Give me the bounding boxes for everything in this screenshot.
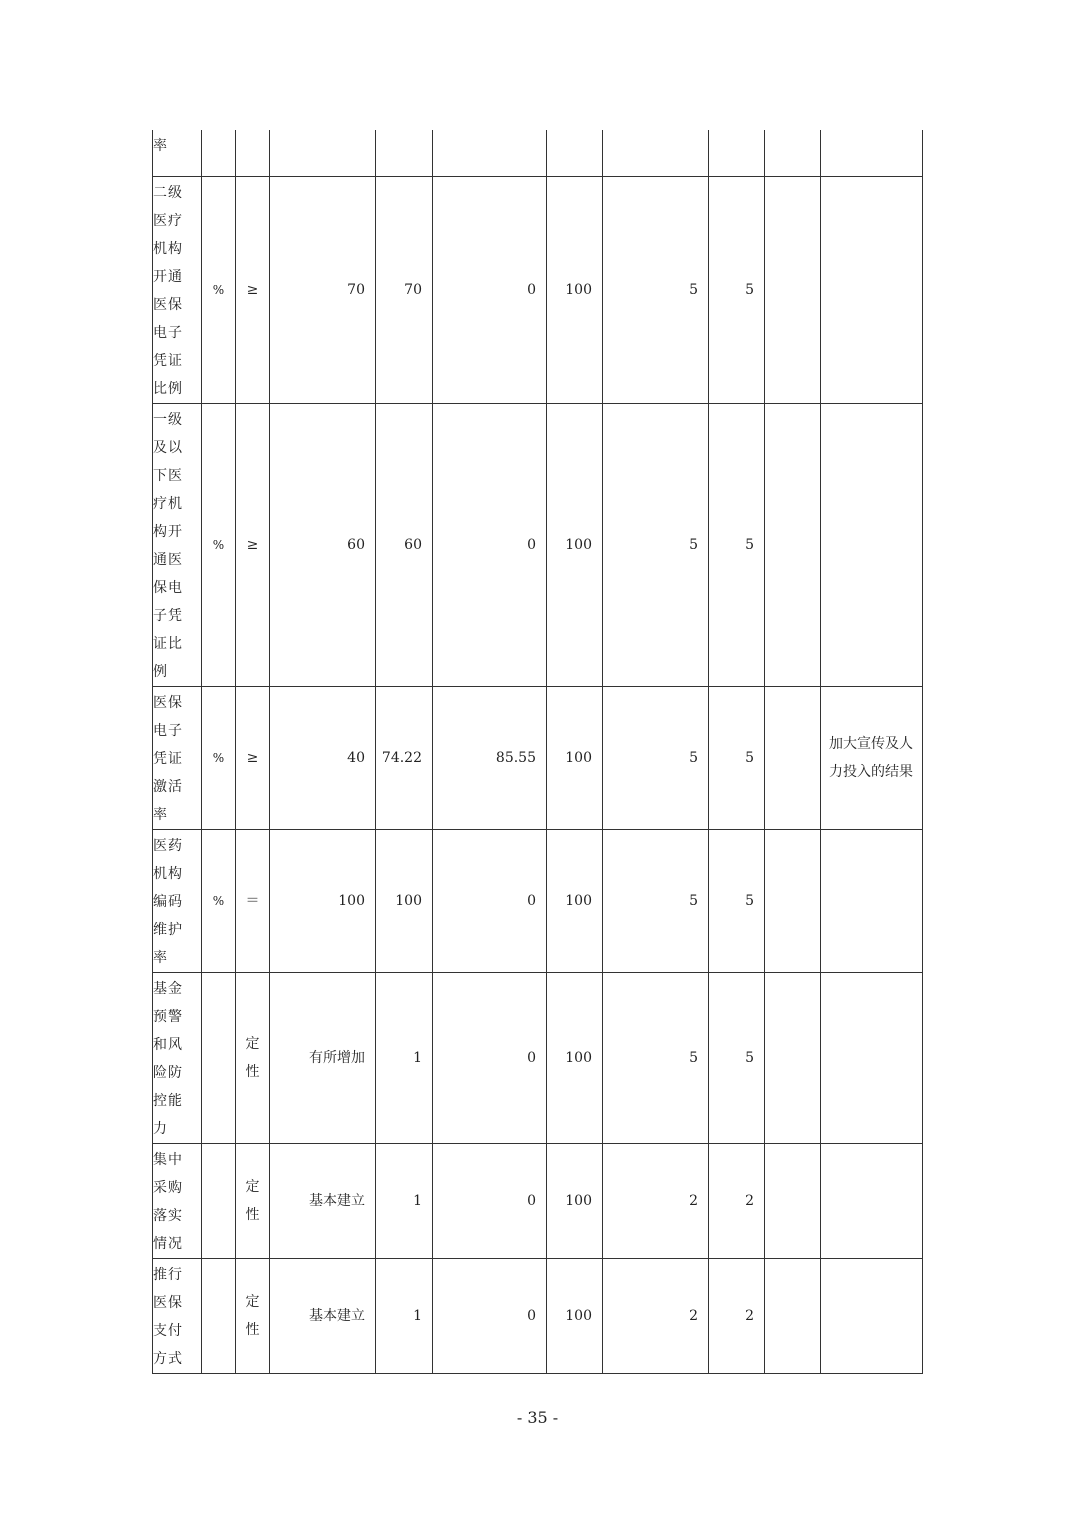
operator-cell: ≥ bbox=[236, 686, 270, 829]
indicator-name-line: 支付 bbox=[153, 1322, 183, 1339]
table-row bbox=[153, 1258, 923, 1373]
unit-cell: % bbox=[202, 403, 236, 686]
target-value-cell: 基本建立 bbox=[270, 1258, 376, 1373]
unit-cell bbox=[202, 130, 236, 176]
deduction-cell bbox=[765, 972, 821, 1143]
completion-rate-cell: 100 bbox=[547, 1143, 603, 1258]
indicator-name-line: 医保 bbox=[153, 694, 183, 711]
indicator-name-line: 机构 bbox=[153, 240, 183, 257]
previous-value-cell bbox=[433, 130, 547, 176]
deduction-cell bbox=[765, 176, 821, 403]
table-row bbox=[153, 1143, 923, 1258]
deduction-cell bbox=[765, 403, 821, 686]
deduction-cell bbox=[765, 1258, 821, 1373]
unit-cell bbox=[202, 1258, 236, 1373]
table-row bbox=[153, 130, 923, 176]
indicator-name-line: 险防 bbox=[153, 1064, 183, 1081]
unit-cell bbox=[202, 972, 236, 1143]
indicator-name-cell bbox=[153, 1143, 202, 1258]
actual-value-cell: 1 bbox=[376, 1143, 433, 1258]
unit-cell bbox=[202, 1143, 236, 1258]
indicator-name-line: 通医 bbox=[153, 551, 183, 568]
indicator-name-cell bbox=[153, 1258, 202, 1373]
indicator-name-line: 采购 bbox=[153, 1179, 183, 1196]
deduction-cell bbox=[765, 1143, 821, 1258]
note-cell bbox=[821, 176, 923, 403]
operator-cell: ＝ bbox=[236, 829, 270, 972]
operator-cell bbox=[236, 130, 270, 176]
indicator-name-line: 医疗 bbox=[153, 212, 183, 229]
note-cell: 加大宣传及人力投入的结果 bbox=[821, 686, 923, 829]
deduction-cell bbox=[765, 686, 821, 829]
previous-value-cell: 85.55 bbox=[433, 686, 547, 829]
actual-value-cell: 1 bbox=[376, 1258, 433, 1373]
indicator-name-cell bbox=[153, 686, 202, 829]
page-number: - 35 - bbox=[516, 1408, 559, 1427]
operator-cell bbox=[236, 1258, 270, 1373]
actual-value-cell: 60 bbox=[376, 403, 433, 686]
indicator-name-line: 和风 bbox=[153, 1036, 183, 1053]
operator-cell bbox=[236, 1143, 270, 1258]
operator-label: 定性 bbox=[245, 1178, 260, 1223]
score-cell bbox=[709, 130, 765, 176]
indicator-name-line: 比例 bbox=[153, 380, 183, 397]
previous-value-cell: 0 bbox=[433, 403, 547, 686]
indicator-name-line: 开通 bbox=[153, 268, 183, 285]
indicator-name-line: 机构 bbox=[153, 865, 183, 882]
weight-cell bbox=[603, 130, 709, 176]
weight-cell: 2 bbox=[603, 1143, 709, 1258]
actual-value-cell: 74.22 bbox=[376, 686, 433, 829]
score-cell: 5 bbox=[709, 403, 765, 686]
indicator-name-line: 二级 bbox=[153, 184, 183, 201]
indicator-name-line: 率 bbox=[153, 806, 168, 823]
performance-table bbox=[152, 130, 923, 1374]
previous-value-cell: 0 bbox=[433, 1258, 547, 1373]
target-value-cell: 有所增加 bbox=[270, 972, 376, 1143]
deduction-cell bbox=[765, 829, 821, 972]
indicator-name-line: 激活 bbox=[153, 778, 183, 795]
indicator-name-line: 基金 bbox=[153, 980, 183, 997]
actual-value-cell: 1 bbox=[376, 972, 433, 1143]
indicator-name-line: 集中 bbox=[153, 1151, 183, 1168]
weight-cell: 5 bbox=[603, 176, 709, 403]
table-row bbox=[153, 829, 923, 972]
score-cell: 2 bbox=[709, 1143, 765, 1258]
operator-label: 定性 bbox=[245, 1293, 260, 1338]
note-cell bbox=[821, 972, 923, 1143]
operator-cell bbox=[236, 972, 270, 1143]
weight-cell: 5 bbox=[603, 972, 709, 1143]
indicator-name-line: 电子 bbox=[153, 324, 183, 341]
indicator-name-cell bbox=[153, 829, 202, 972]
indicator-name-line: 疗机 bbox=[153, 495, 183, 512]
operator-label: 定性 bbox=[245, 1035, 260, 1080]
indicator-name-line: 预警 bbox=[153, 1008, 183, 1025]
score-cell: 2 bbox=[709, 1258, 765, 1373]
indicator-name-line: 率 bbox=[153, 949, 168, 966]
previous-value-cell: 0 bbox=[433, 1143, 547, 1258]
indicator-name-line: 一级 bbox=[153, 411, 183, 428]
unit-cell: % bbox=[202, 686, 236, 829]
target-value-cell: 40 bbox=[270, 686, 376, 829]
indicator-name-line: 落实 bbox=[153, 1207, 183, 1224]
score-cell: 5 bbox=[709, 686, 765, 829]
score-cell: 5 bbox=[709, 829, 765, 972]
completion-rate-cell bbox=[547, 130, 603, 176]
indicator-name-line: 医药 bbox=[153, 837, 183, 854]
previous-value-cell: 0 bbox=[433, 972, 547, 1143]
weight-cell: 5 bbox=[603, 403, 709, 686]
table-row bbox=[153, 686, 923, 829]
actual-value-cell: 100 bbox=[376, 829, 433, 972]
note-cell bbox=[821, 1258, 923, 1373]
weight-cell: 5 bbox=[603, 686, 709, 829]
indicator-name-line: 推行 bbox=[153, 1266, 183, 1283]
target-value-cell bbox=[270, 130, 376, 176]
target-value-cell: 100 bbox=[270, 829, 376, 972]
indicator-name-line: 电子 bbox=[153, 722, 183, 739]
actual-value-cell: 70 bbox=[376, 176, 433, 403]
previous-value-cell: 0 bbox=[433, 829, 547, 972]
indicator-name-cell bbox=[153, 403, 202, 686]
table-row bbox=[153, 972, 923, 1143]
indicator-name-line: 力 bbox=[153, 1120, 168, 1137]
operator-cell: ≥ bbox=[236, 403, 270, 686]
indicator-name-line: 凭证 bbox=[153, 750, 183, 767]
deduction-cell bbox=[765, 130, 821, 176]
indicator-name-line: 例 bbox=[153, 663, 168, 680]
indicator-name-cell bbox=[153, 130, 202, 176]
unit-cell: % bbox=[202, 176, 236, 403]
completion-rate-cell: 100 bbox=[547, 686, 603, 829]
indicator-name-line: 子凭 bbox=[153, 607, 183, 624]
unit-cell: % bbox=[202, 829, 236, 972]
weight-cell: 5 bbox=[603, 829, 709, 972]
indicator-name-line: 医保 bbox=[153, 296, 183, 313]
indicator-name-line: 率 bbox=[153, 138, 168, 154]
completion-rate-cell: 100 bbox=[547, 176, 603, 403]
completion-rate-cell: 100 bbox=[547, 1258, 603, 1373]
note-cell bbox=[821, 829, 923, 972]
indicator-name-line: 下医 bbox=[153, 467, 183, 484]
indicator-name-line: 方式 bbox=[153, 1350, 183, 1367]
indicator-name-cell bbox=[153, 972, 202, 1143]
indicator-name-line: 医保 bbox=[153, 1294, 183, 1311]
indicator-name-line: 编码 bbox=[153, 893, 183, 910]
score-cell: 5 bbox=[709, 176, 765, 403]
indicator-name-line: 维护 bbox=[153, 921, 183, 938]
indicator-name-line: 保电 bbox=[153, 579, 183, 596]
target-value-cell: 基本建立 bbox=[270, 1143, 376, 1258]
completion-rate-cell: 100 bbox=[547, 403, 603, 686]
target-value-cell: 70 bbox=[270, 176, 376, 403]
score-cell: 5 bbox=[709, 972, 765, 1143]
table-body bbox=[153, 130, 923, 1373]
indicator-name-line: 及以 bbox=[153, 439, 183, 456]
table-row bbox=[153, 176, 923, 403]
completion-rate-cell: 100 bbox=[547, 972, 603, 1143]
note-cell bbox=[821, 1143, 923, 1258]
indicator-name-line: 构开 bbox=[153, 523, 183, 540]
table-row bbox=[153, 403, 923, 686]
weight-cell: 2 bbox=[603, 1258, 709, 1373]
operator-cell: ≥ bbox=[236, 176, 270, 403]
indicator-name-cell bbox=[153, 176, 202, 403]
actual-value-cell bbox=[376, 130, 433, 176]
completion-rate-cell: 100 bbox=[547, 829, 603, 972]
note-cell bbox=[821, 130, 923, 176]
indicator-name-line: 证比 bbox=[153, 635, 183, 652]
note-cell bbox=[821, 403, 923, 686]
indicator-name-line: 凭证 bbox=[153, 352, 183, 369]
indicator-name-line: 控能 bbox=[153, 1092, 183, 1109]
indicator-name-line: 情况 bbox=[153, 1235, 183, 1252]
previous-value-cell: 0 bbox=[433, 176, 547, 403]
target-value-cell: 60 bbox=[270, 403, 376, 686]
